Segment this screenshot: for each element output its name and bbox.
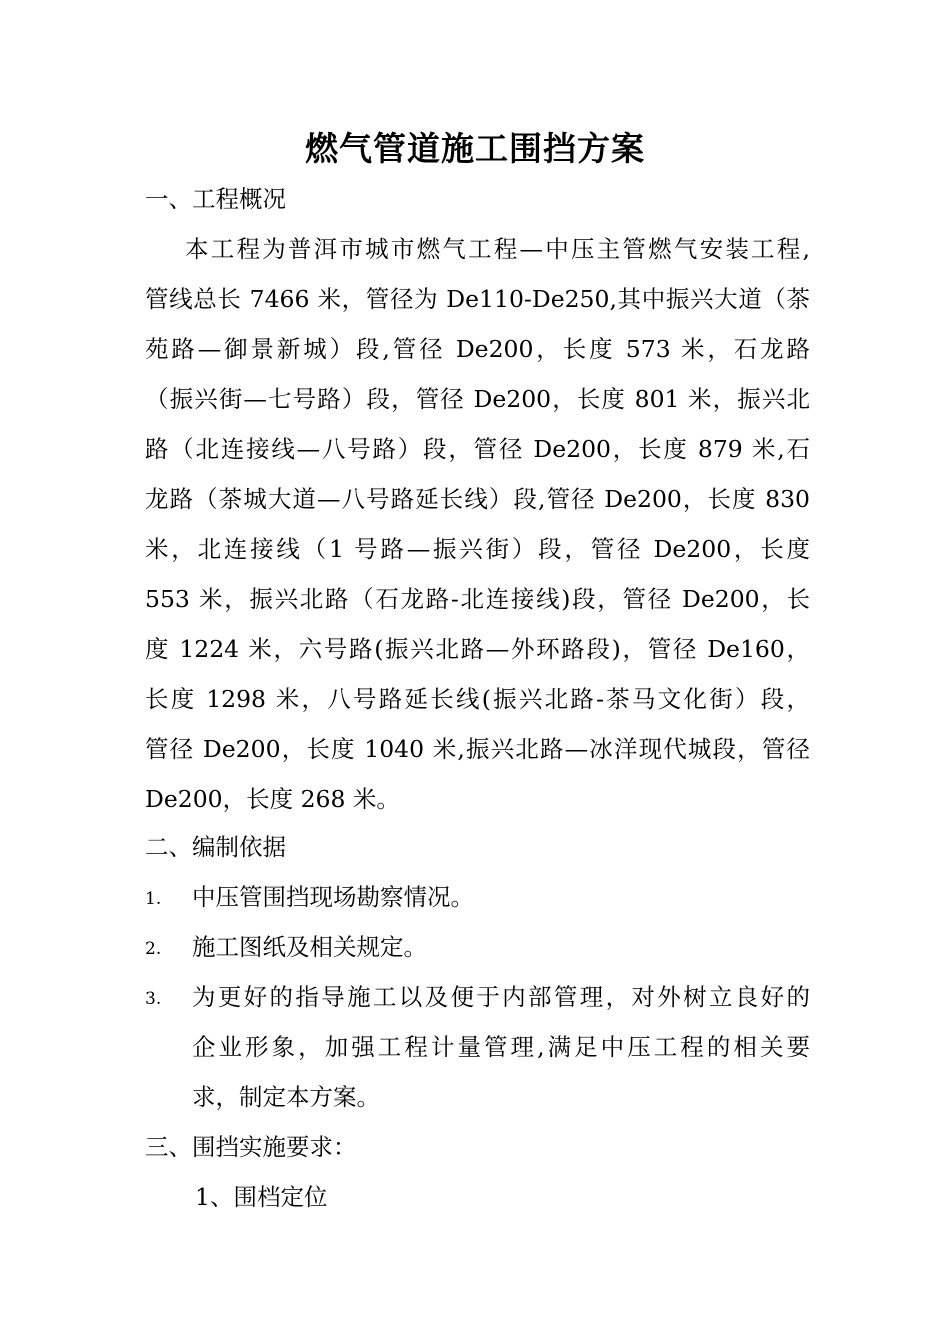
- list-item: 求，制定本方案。: [192, 1083, 380, 1111]
- document-title: 燃气管道施工围挡方案: [305, 129, 645, 168]
- list-item: 施工图纸及相关规定。: [192, 933, 427, 961]
- paragraph-line: 管线总长 7466 米，管径为 De110-De250,其中振兴大道（茶: [145, 285, 810, 313]
- list-item-number: 3.: [145, 989, 162, 1009]
- list-item-number: 2.: [145, 939, 162, 959]
- paragraph-line: 长度 1298 米，八号路延长线(振兴北路-茶马文化街）段，: [145, 685, 810, 713]
- paragraph-line: 米，北连接线（1 号路—振兴街）段，管径 De200，长度: [145, 535, 810, 563]
- paragraph-line: 管径 De200，长度 1040 米,振兴北路—冰洋现代城段，管径: [145, 735, 810, 763]
- section-heading-overview: 一、工程概况: [145, 185, 286, 213]
- paragraph-line: 本工程为普洱市城市燃气工程—中压主管燃气安装工程,: [185, 235, 810, 263]
- paragraph-line: （振兴街—七号路）段，管径 De200，长度 801 米，振兴北: [145, 385, 810, 413]
- paragraph-line: 苑路—御景新城）段,管径 De200，长度 573 米，石龙路: [145, 335, 810, 363]
- paragraph-line: 度 1224 米，六号路(振兴北路—外环路段)，管径 De160，: [145, 635, 810, 663]
- subsection-heading-positioning: 1、围档定位: [195, 1183, 328, 1211]
- list-item-number: 1.: [145, 889, 162, 909]
- paragraph-line: De200，长度 268 米。: [145, 785, 400, 813]
- section-heading-requirements: 三、围挡实施要求：: [145, 1133, 357, 1161]
- list-item: 中压管围挡现场勘察情况。: [192, 883, 474, 911]
- paragraph-line: 路（北连接线—八号路）段，管径 De200，长度 879 米,石: [145, 435, 810, 463]
- section-heading-basis: 二、编制依据: [145, 833, 286, 861]
- list-item: 为更好的指导施工以及便于内部管理，对外树立良好的: [192, 983, 810, 1011]
- list-item: 企业形象，加强工程计量管理,满足中压工程的相关要: [192, 1033, 810, 1061]
- paragraph-line: 龙路（茶城大道—八号路延长线）段,管径 De200，长度 830: [145, 485, 810, 513]
- paragraph-line: 553 米，振兴北路（石龙路-北连接线)段，管径 De200，长: [145, 585, 810, 613]
